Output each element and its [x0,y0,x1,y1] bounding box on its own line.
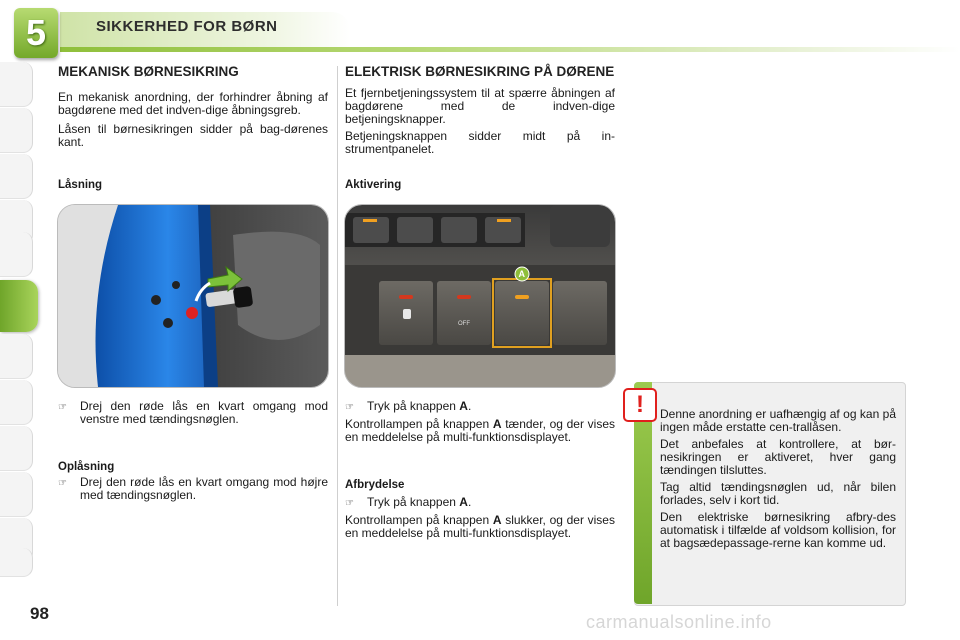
side-tab[interactable] [0,108,33,153]
list-item [58,476,328,502]
paragraph: Et fjernbetjeningssystem til at spærre åbningen af bagdørene med de indven-dige betjeningsknapper. [345,86,615,126]
pointing-hand-icon: ☞ [345,402,354,413]
side-tab[interactable] [0,232,33,277]
header-rule [60,47,960,52]
door-lock-illustration [58,205,328,387]
subheading-deactivate: Afbrydelse [345,479,405,491]
press-prefix: Tryk på knappen [367,399,460,413]
bullet-text: Tryk på knappen A. [367,495,472,509]
list-item [345,400,615,414]
pointing-hand-icon: ☞ [345,498,354,509]
door-lock-photo [57,204,329,388]
button-letter: A [492,513,502,527]
paragraph [345,418,615,444]
button-letter: A [492,417,502,431]
left-column [58,62,328,149]
pointing-hand-icon: ☞ [58,478,67,489]
side-tab[interactable] [0,154,33,199]
side-tab[interactable] [0,334,33,379]
bullet-text: Drej den røde lås en kvart omgang mod venstre med tændingsnøglen. [80,399,328,426]
section-heading: ELEKTRISK BØRNESIKRING PÅ DØRENE [345,64,615,79]
subheading-unlock: Oplåsning [58,461,115,473]
right-column [345,62,615,156]
list-item [58,400,328,426]
activate-text-end: tænder, og der vises en meddelelse på multi-funktionsdisplayet. [345,417,615,444]
page-title: SIKKERHED FOR BØRN [96,18,278,35]
activate-text-start: Kontrollampen på knappen [345,417,493,431]
button-a-label: A [518,269,525,279]
button-letter: A [459,495,468,509]
subheading-activate: Aktivering [345,179,402,191]
warning-paragraph: Den elektriske børnesikring afbry-des automatisk i tilfælde af voldsom kollision, for at bagsædepassage-rerne kan komme ud. [660,510,896,550]
footer-watermark: carmanualsonline.info [586,612,772,632]
side-tab-active[interactable] [0,280,38,332]
side-tab[interactable] [0,380,33,425]
side-tab[interactable] [0,472,33,517]
warning-paragraph: Tag altid tændingsnøglen ud, når bilen forlades, selv i kort tid. [660,480,896,507]
dashboard-illustration [345,205,615,387]
section-heading: MEKANISK BØRNESIKRING [58,64,239,79]
column-divider [337,66,338,606]
warning-text [660,408,896,554]
side-tab[interactable] [0,426,33,471]
dashboard-buttons-photo [344,204,616,388]
paragraph: En mekanisk anordning, der forhindrer åbning af bagdørene med det indven-dige åbningsgreb. [58,90,328,117]
pointing-hand-icon: ☞ [58,402,67,413]
deactivate-text-end: slukker, og der vises en meddelelse på multi-funktionsdisplayet. [345,513,615,540]
subheading-lock: Låsning [58,179,103,191]
side-tab[interactable] [0,548,33,577]
button-letter: A [459,399,468,413]
exclamation-icon: ! [623,388,657,422]
side-tab[interactable] [0,62,33,107]
deactivate-text-start: Kontrollampen på knappen [345,513,493,527]
press-prefix: Tryk på knappen [367,495,460,509]
chapter-number: 5 [25,12,47,53]
page-number: 98 [30,604,49,623]
bullet-text: Drej den røde lås en kvart omgang mod højre med tændingsnøglen. [80,475,328,502]
list-item [345,496,615,510]
paragraph: Betjeningsknappen sidder midt på in-strumentpanelet. [345,129,615,156]
paragraph: Låsen til børnesikringen sidder på bag-dørenes kant. [58,122,328,149]
warning-paragraph: Denne anordning er uafhængig af og kan på ingen måde erstatte cen-trallåsen. [660,407,896,434]
warning-paragraph: Det anbefales at kontrollere, at bør-nesikringen er aktiveret, hver gang tændingen tilsluttes. [660,437,896,477]
off-label: OFF [458,321,470,327]
paragraph [345,514,615,540]
bullet-text: Tryk på knappen A. [367,399,472,413]
